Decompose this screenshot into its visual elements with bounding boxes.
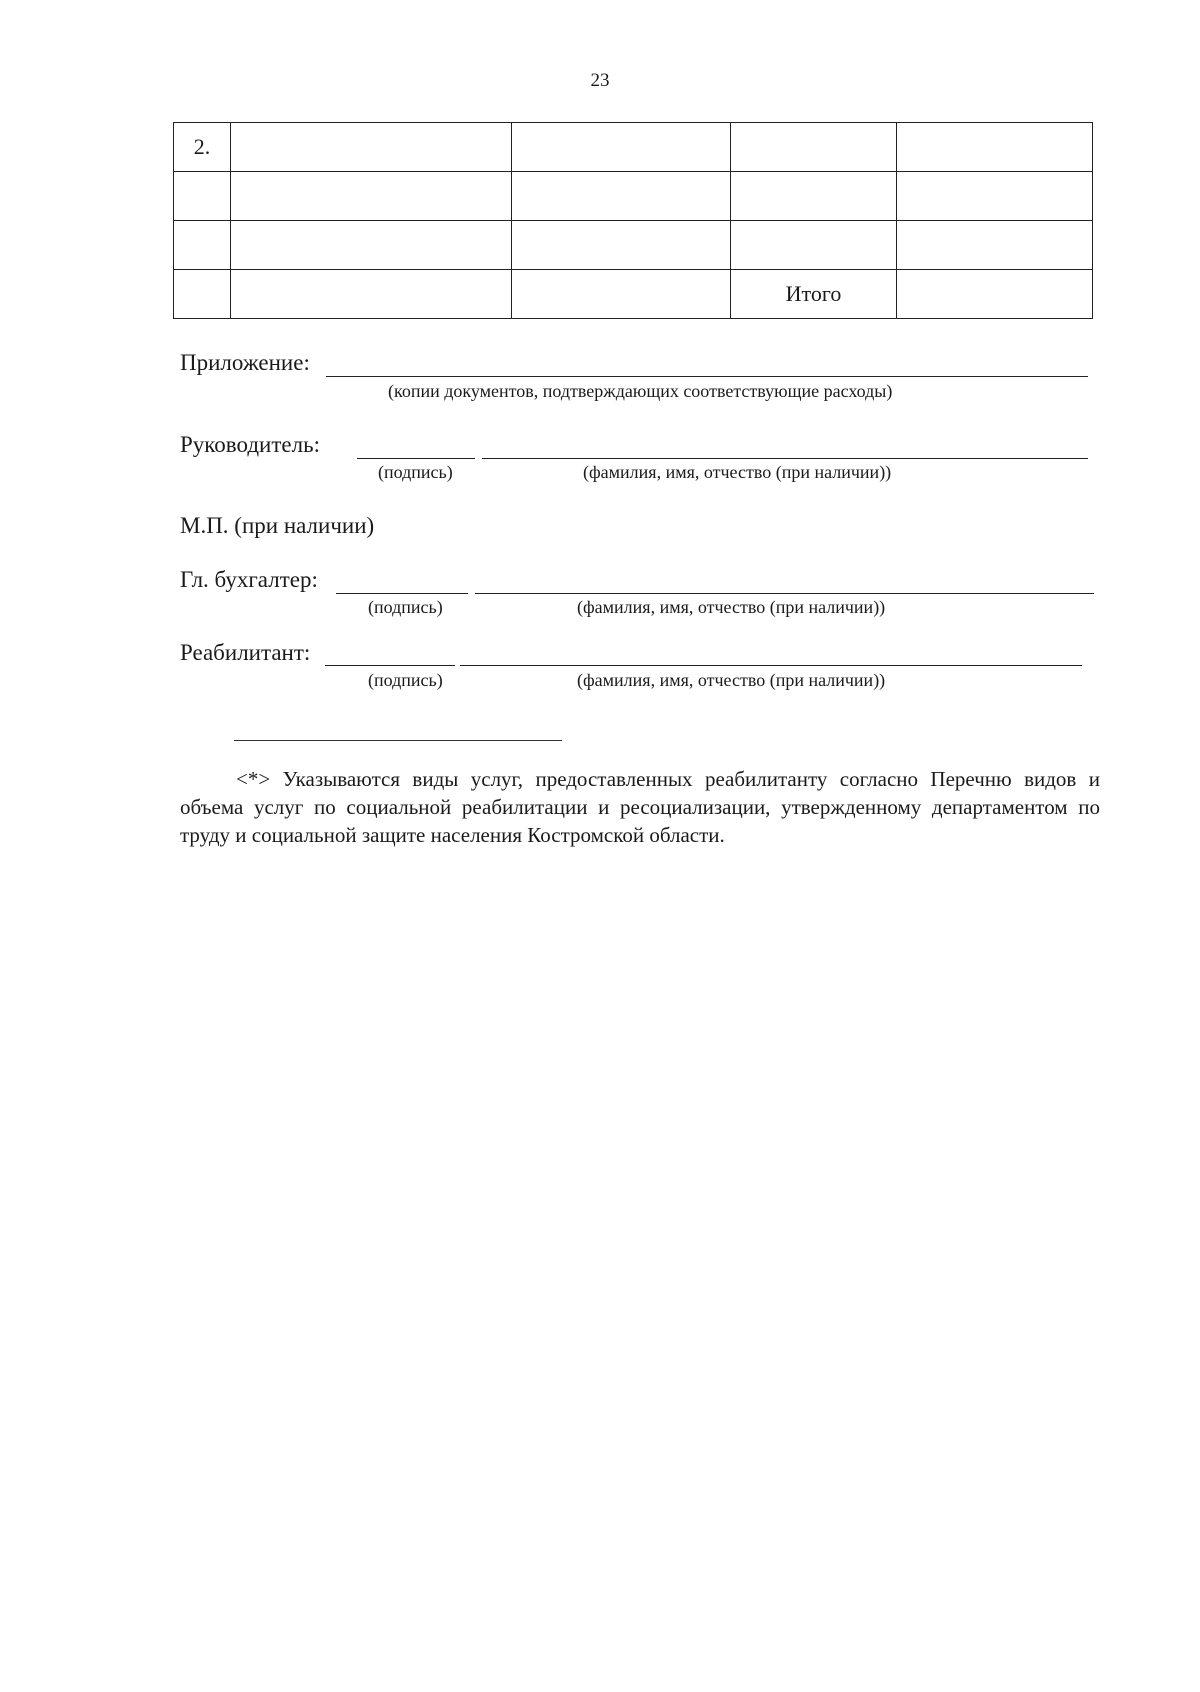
accountant-signature-line[interactable] xyxy=(336,593,468,594)
footnote-text: <*> Указываются виды услуг, предоставленных реабилитанту согласно Перечню видов и объема услуг по социальной реабилитации и ресоциализации, утвержденному департаментом по труду и социальной защите населения Костромской области. xyxy=(180,767,1100,847)
table-cell-number: 2. xyxy=(174,123,231,172)
table-cell xyxy=(512,123,731,172)
table-cell-number xyxy=(174,221,231,270)
table-cell xyxy=(897,172,1093,221)
table-cell xyxy=(731,221,897,270)
seal-label: М.П. (при наличии) xyxy=(180,513,375,538)
table-cell-number xyxy=(174,270,231,319)
table-row xyxy=(174,123,1093,172)
rehabilitant-signature-line[interactable] xyxy=(325,665,455,666)
table-cell xyxy=(512,270,731,319)
table-row xyxy=(174,172,1093,221)
accountant-signature-caption: (подпись) xyxy=(368,597,443,617)
table-cell xyxy=(231,221,512,270)
head-signature-line[interactable] xyxy=(357,458,475,459)
head-name-line[interactable] xyxy=(482,458,1088,459)
table-cell xyxy=(731,172,897,221)
page-number: 23 xyxy=(590,70,610,91)
table-cell xyxy=(231,172,512,221)
appendix-line[interactable] xyxy=(326,376,1088,377)
table-cell xyxy=(897,221,1093,270)
table-row xyxy=(174,221,1093,270)
services-table xyxy=(173,122,1093,319)
appendix-caption: (копии документов, подтверждающих соответствующие расходы) xyxy=(388,381,893,401)
table-row-total xyxy=(174,270,1093,319)
table-cell xyxy=(731,123,897,172)
head-label: Руководитель: xyxy=(180,432,320,457)
table-cell xyxy=(512,221,731,270)
footnote-divider xyxy=(234,740,562,741)
table-cell xyxy=(231,123,512,172)
table-cell xyxy=(231,270,512,319)
head-name-caption: (фамилия, имя, отчество (при наличии)) xyxy=(583,462,892,482)
rehabilitant-signature-caption: (подпись) xyxy=(368,670,443,690)
table-cell xyxy=(897,123,1093,172)
head-signature-caption: (подпись) xyxy=(378,462,453,482)
total-value-cell xyxy=(897,270,1093,319)
rehabilitant-label: Реабилитант: xyxy=(180,640,311,665)
rehabilitant-name-caption: (фамилия, имя, отчество (при наличии)) xyxy=(577,670,886,690)
appendix-label: Приложение: xyxy=(180,350,310,375)
total-label: Итого xyxy=(731,270,897,319)
rehabilitant-name-line[interactable] xyxy=(460,665,1082,666)
table-cell-number xyxy=(174,172,231,221)
accountant-name-line[interactable] xyxy=(475,593,1094,594)
accountant-label: Гл. бухгалтер: xyxy=(180,567,318,592)
table-cell xyxy=(512,172,731,221)
accountant-name-caption: (фамилия, имя, отчество (при наличии)) xyxy=(577,597,886,617)
